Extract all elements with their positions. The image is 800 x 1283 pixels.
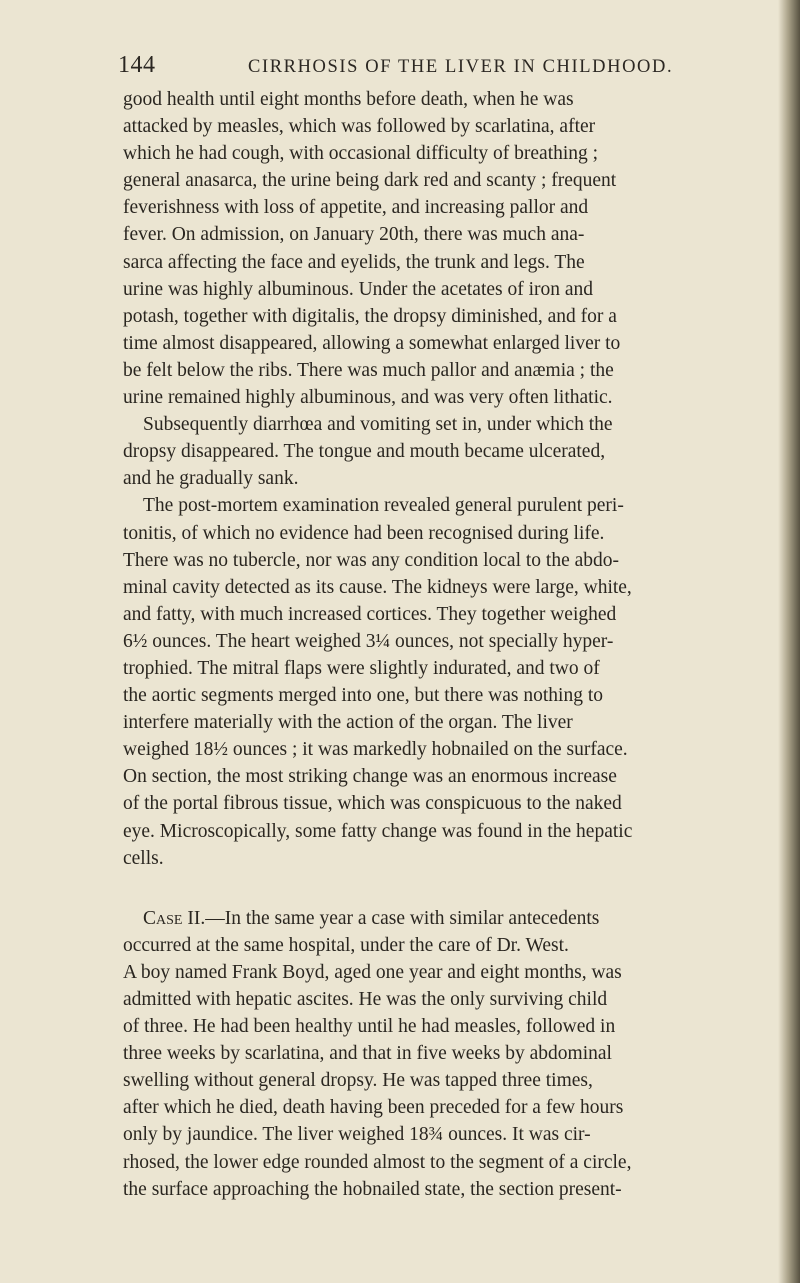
text-line: occurred at the same hospital, under the care of Dr. West. (123, 934, 569, 956)
text-line: There was no tubercle, nor was any condition local to the abdo- (123, 549, 620, 571)
case-intro-text: —In the same year a case with similar antecedents (205, 907, 600, 929)
text-line: The post-mortem examination revealed general purulent peri- (143, 495, 624, 517)
body-text (123, 86, 768, 1203)
text-line: Subsequently diarrhœa and vomiting set in, under which the (143, 414, 613, 436)
text-line: weighed 18½ ounces ; it was markedly hobnailed on the surface. (123, 739, 628, 761)
text-line: the surface approaching the hobnailed state, the section present- (123, 1178, 622, 1200)
text-line: minal cavity detected as its cause. The kidneys were large, white, (123, 576, 632, 598)
text-line: potash, together with digitalis, the dropsy diminished, and for a (123, 305, 617, 327)
text-line (123, 905, 768, 932)
text-line: On section, the most striking change was an enormous increase (123, 766, 617, 788)
text-line: eye. Microscopically, some fatty change was found in the hepatic (123, 820, 633, 842)
text-line: swelling without general dropsy. He was tapped three times, (123, 1070, 593, 1092)
paragraph-case-two (123, 905, 768, 1203)
text-line: tonitis, of which no evidence had been recognised during life. (123, 522, 605, 544)
text-line: fever. On admission, on January 20th, there was much ana- (123, 224, 585, 246)
text-line: attacked by measles, which was followed by scarlatina, after (123, 116, 596, 138)
text-line: trophied. The mitral flaps were slightly indurated, and two of (123, 657, 600, 679)
text-line: three weeks by scarlatina, and that in five weeks by abdominal (123, 1043, 612, 1065)
text-line: rhosed, the lower edge rounded almost to the segment of a circle, (123, 1151, 632, 1173)
text-line: good health until eight months before death, when he was (123, 89, 574, 110)
text-line: urine remained highly albuminous, and was very often lithatic. (123, 387, 613, 409)
text-line: admitted with hepatic ascites. He was the only surviving child (123, 989, 608, 1010)
text-line: interfere materially with the action of the organ. The liver (123, 712, 573, 734)
text-line: and he gradually sank. (123, 468, 299, 490)
text-line: 6½ ounces. The heart weighed 3¼ ounces, not specially hyper- (123, 630, 614, 652)
text-line: general anasarca, the urine being dark red and scanty ; frequent (123, 170, 617, 192)
text-line: dropsy disappeared. The tongue and mouth became ulcerated, (123, 441, 606, 463)
text-line: urine was highly albuminous. Under the acetates of iron and (123, 278, 594, 300)
text-line: sarca affecting the face and eyelids, the trunk and legs. The (123, 251, 585, 273)
text-line: of three. He had been healthy until he had measles, followed in (123, 1016, 616, 1038)
running-title: CIRRHOSIS OF THE LIVER IN CHILDHOOD. (248, 57, 674, 77)
text-line: feverishness with loss of appetite, and increasing pallor and (123, 197, 589, 219)
text-line: the aortic segments merged into one, but there was nothing to (123, 685, 603, 707)
text-line: time almost disappeared, allowing a somewhat enlarged liver to (123, 332, 621, 354)
text-line: A boy named Frank Boyd, aged one year and eight months, was (123, 961, 622, 983)
text-line: be felt below the ribs. There was much pallor and anæmia ; the (123, 359, 614, 381)
page-header (118, 52, 768, 82)
text-line: of the portal fibrous tissue, which was conspicuous to the naked (123, 793, 622, 815)
paragraph-subsequent-course (123, 411, 768, 492)
text-line: and fatty, with much increased cortices. They together weighed (123, 603, 617, 625)
paragraph-post-mortem (123, 492, 768, 871)
text-line: cells. (123, 847, 164, 869)
case-heading: Case II. (143, 907, 206, 929)
paragraph-case-history (123, 86, 768, 411)
text-line: after which he died, death having been preceded for a few hours (123, 1097, 624, 1119)
text-line: only by jaundice. The liver weighed 18¾ ounces. It was cir- (123, 1124, 591, 1146)
binding-shadow (778, 0, 800, 1283)
text-line: which he had cough, with occasional difficulty of breathing ; (123, 143, 599, 165)
page-number: 144 (118, 52, 156, 78)
paragraph-gap (123, 872, 768, 905)
